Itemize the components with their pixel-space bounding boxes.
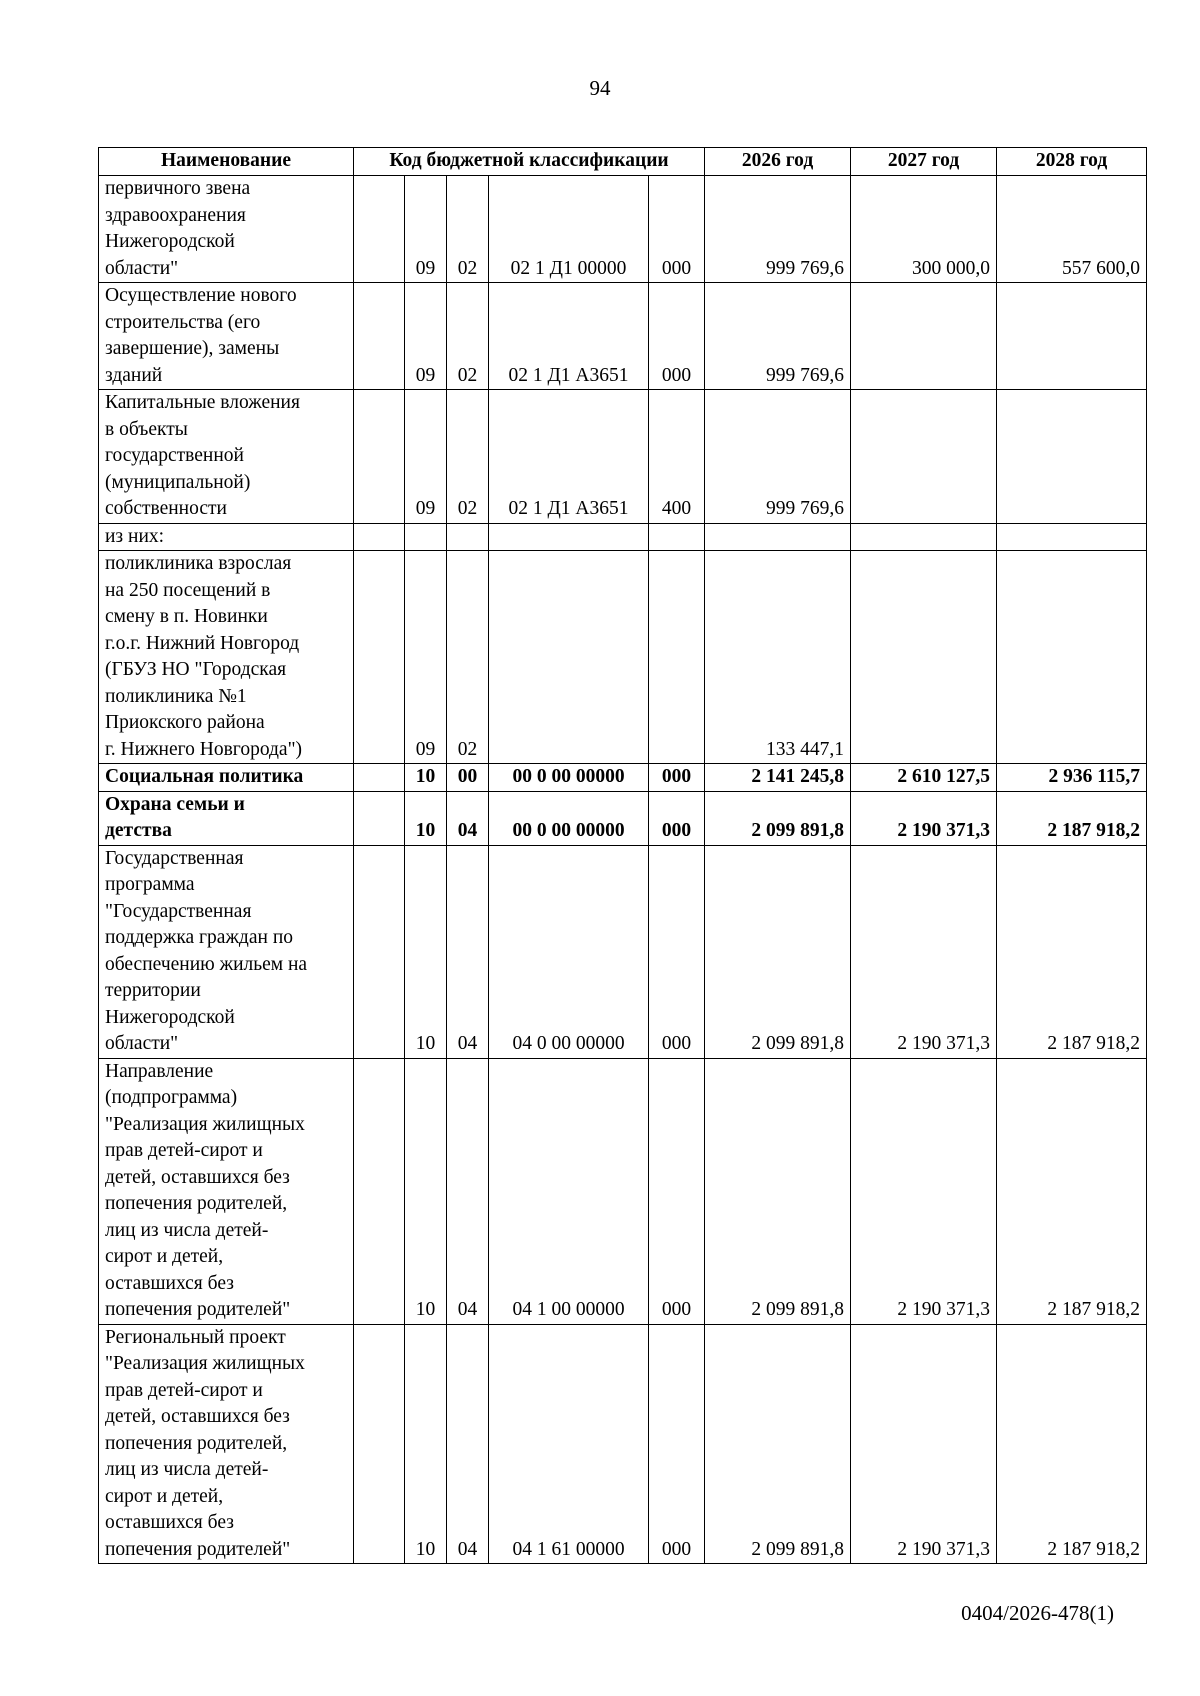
row-value-2028: 2 936 115,7 [997,764,1147,792]
row-value-2027 [851,523,997,551]
row-code-blank [354,176,405,283]
row-name: Региональный проект "Реализация жилищных прав детей-сирот и детей, оставшихся без попечения родителей, лиц из числа детей- сирот и детей, оставшихся без попечения родителей" [99,1324,354,1564]
row-name: Направление (подпрограмма) "Реализация жилищных прав детей-сирот и детей, оставшихся без попечения родителей, лиц из числа детей- сирот и детей, оставшихся без попечения родителей" [99,1058,354,1324]
row-name: Капитальные вложения в объекты государственной (муниципальной) собственности [99,390,354,524]
table-row [99,791,1147,845]
row-value-2027: 2 610 127,5 [851,764,997,792]
row-code-subsection: 02 [447,551,489,764]
row-value-2026: 999 769,6 [705,176,851,283]
row-value-2028 [997,283,1147,390]
table-row [99,551,1147,764]
row-code-subsection: 04 [447,1058,489,1324]
table-row [99,845,1147,1058]
row-code-blank [354,551,405,764]
row-value-2027 [851,390,997,524]
row-code-section: 10 [405,845,447,1058]
row-value-2026: 2 099 891,8 [705,1324,851,1564]
row-code-blank [354,1058,405,1324]
budget-table [98,147,1147,1564]
table-row [99,390,1147,524]
row-code-target: 04 0 00 00000 [489,845,649,1058]
row-value-2028: 2 187 918,2 [997,791,1147,845]
row-code-section: 09 [405,283,447,390]
document-id: 0404/2026-478(1) [961,1601,1114,1625]
row-value-2028: 557 600,0 [997,176,1147,283]
row-code-blank [354,1324,405,1564]
row-code-blank [354,283,405,390]
row-value-2026: 2 099 891,8 [705,791,851,845]
row-value-2028 [997,523,1147,551]
row-code-subsection: 02 [447,390,489,524]
row-code-expense-type: 400 [649,390,705,524]
row-name: Охрана семьи и детства [99,791,354,845]
row-value-2027: 2 190 371,3 [851,1058,997,1324]
row-value-2027: 2 190 371,3 [851,845,997,1058]
row-code-target: 04 1 61 00000 [489,1324,649,1564]
row-value-2028: 2 187 918,2 [997,1324,1147,1564]
row-value-2028 [997,390,1147,524]
row-name: Осуществление нового строительства (его завершение), замены зданий [99,283,354,390]
row-value-2026: 133 447,1 [705,551,851,764]
row-code-expense-type [649,551,705,764]
row-code-section: 10 [405,1324,447,1564]
table-row [99,764,1147,792]
row-name: поликлиника взрослая на 250 посещений в смену в п. Новинки г.о.г. Нижний Новгород (ГБУЗ НО "Городская поликлиника №1 Приокского района г. Нижнего Новгорода") [99,551,354,764]
row-value-2028: 2 187 918,2 [997,1058,1147,1324]
header-2028: 2028 год [997,148,1147,176]
header-2027: 2027 год [851,148,997,176]
row-code-blank [354,523,405,551]
row-value-2026: 2 099 891,8 [705,1058,851,1324]
row-code-subsection: 00 [447,764,489,792]
row-value-2026 [705,523,851,551]
row-code-target: 00 0 00 00000 [489,791,649,845]
row-code-expense-type: 000 [649,791,705,845]
row-code-expense-type: 000 [649,283,705,390]
row-value-2028: 2 187 918,2 [997,845,1147,1058]
row-code-section: 10 [405,791,447,845]
row-value-2026: 2 141 245,8 [705,764,851,792]
row-code-target: 02 1 Д1 А3651 [489,283,649,390]
row-code-target [489,551,649,764]
row-code-target: 04 1 00 00000 [489,1058,649,1324]
row-code-section: 09 [405,176,447,283]
row-code-target [489,523,649,551]
row-code-subsection: 04 [447,1324,489,1564]
row-code-section [405,523,447,551]
row-value-2027 [851,283,997,390]
row-code-expense-type: 000 [649,176,705,283]
row-value-2028 [997,551,1147,764]
row-name: Социальная политика [99,764,354,792]
row-code-section: 09 [405,390,447,524]
row-name: Государственная программа "Государственная поддержка граждан по обеспечению жильем на территории Нижегородской области" [99,845,354,1058]
table-row [99,523,1147,551]
row-code-expense-type: 000 [649,1324,705,1564]
table-row [99,1324,1147,1564]
table-header-row [99,148,1147,176]
row-code-subsection: 04 [447,791,489,845]
row-code-section: 10 [405,1058,447,1324]
row-code-expense-type: 000 [649,764,705,792]
row-code-blank [354,845,405,1058]
row-code-expense-type: 000 [649,845,705,1058]
row-value-2027 [851,551,997,764]
row-code-blank [354,390,405,524]
row-code-subsection [447,523,489,551]
row-code-expense-type [649,523,705,551]
row-code-blank [354,764,405,792]
row-value-2026: 999 769,6 [705,390,851,524]
row-code-target: 00 0 00 00000 [489,764,649,792]
row-code-target: 02 1 Д1 00000 [489,176,649,283]
table-row [99,283,1147,390]
table-row [99,1058,1147,1324]
row-name: первичного звена здравоохранения Нижегородской области" [99,176,354,283]
row-name: из них: [99,523,354,551]
row-value-2027: 2 190 371,3 [851,791,997,845]
row-value-2026: 2 099 891,8 [705,845,851,1058]
header-name: Наименование [99,148,354,176]
table-row [99,176,1147,283]
row-code-subsection: 04 [447,845,489,1058]
header-2026: 2026 год [705,148,851,176]
row-code-blank [354,791,405,845]
row-value-2027: 300 000,0 [851,176,997,283]
header-code: Код бюджетной классификации [354,148,705,176]
page-number: 94 [589,76,611,100]
row-code-subsection: 02 [447,176,489,283]
row-code-expense-type: 000 [649,1058,705,1324]
row-code-subsection: 02 [447,283,489,390]
row-value-2027: 2 190 371,3 [851,1324,997,1564]
row-code-section: 09 [405,551,447,764]
row-value-2026: 999 769,6 [705,283,851,390]
row-code-section: 10 [405,764,447,792]
row-code-target: 02 1 Д1 А3651 [489,390,649,524]
